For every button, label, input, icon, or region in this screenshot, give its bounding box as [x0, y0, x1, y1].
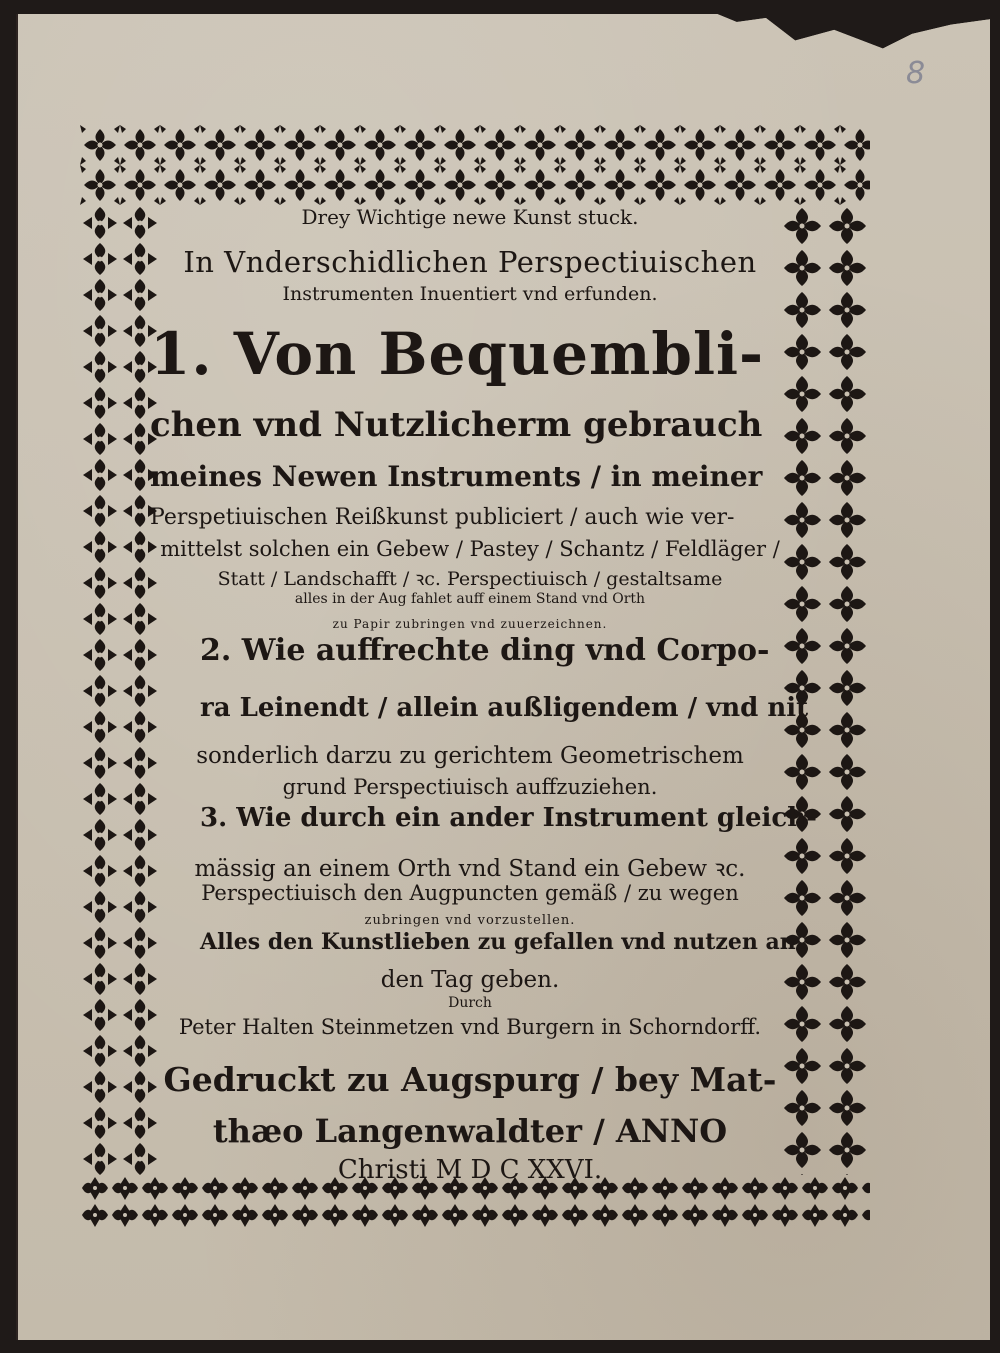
- fleuron-column-left: [80, 205, 160, 1175]
- imprint-line-2: thæo Langenwaldter / ANNO: [212, 1112, 728, 1150]
- author-line: Peter Halten Steinmetzen vnd Burgern in Schorndorff.: [178, 1015, 762, 1039]
- fleuron-column-right: [780, 205, 870, 1175]
- heading-line-1: Drey Wichtige newe Kunst stuck.: [301, 205, 639, 229]
- section-2-line-4: grund Perspectiuisch auffzuziehen.: [282, 775, 658, 799]
- byline-durch: Durch: [448, 995, 492, 1011]
- section-1-line-3: meines Newen Instruments / in meiner: [150, 460, 763, 493]
- imprint-line-1: Gedruckt zu Augspurg / bey Mat-: [163, 1060, 777, 1099]
- section-2-line-3: sonderlich darzu zu gerichtem Geometrischem: [196, 743, 744, 769]
- imprint-block: [160, 1060, 780, 1185]
- section-1-line-4: Perspetiuischen Reißkunst publiciert / auch wie ver-: [150, 505, 735, 530]
- folio-pencil-number: 8: [906, 56, 926, 91]
- section-1-line-6: Statt / Landschafft / ꝛc. Perspectiuisch / gestaltsame: [217, 568, 723, 590]
- section-1-line-8: zu Papir zubringen vnd zuuerzeichnen.: [332, 617, 608, 631]
- section-2-line-2: ra Leinendt / allein außligendem / vnd nit: [200, 693, 809, 723]
- border-top-band: [80, 125, 870, 205]
- section-1-title: 1. Von Bequembli-: [150, 320, 765, 388]
- section-2-title: 2. Wie auffrechte ding vnd Corpo-: [200, 633, 770, 668]
- section-3-line-2: mässig an einem Orth vnd Stand ein Gebew ꝛc.: [194, 856, 746, 882]
- border-right-band: [780, 205, 870, 1175]
- section-1-line-7: alles in der Aug fahlet auff einem Stand vnd Orth: [294, 591, 646, 607]
- section-1-line-5: mittelst solchen ein Gebew / Pastey / Schantz / Feldläger /: [160, 537, 780, 561]
- heading-line-3: Instrumenten Inuentiert vnd erfunden.: [282, 283, 658, 305]
- section-3-title: 3. Wie durch ein ander Instrument gleich-: [200, 803, 817, 833]
- section-1-line-2: chen vnd Nutzlicherm gebrauch: [150, 405, 763, 445]
- imprint-date: Christi M D C XXVI.: [337, 1155, 603, 1185]
- fleuron-row-top: [80, 125, 870, 205]
- dedication-line-2: den Tag geben.: [380, 967, 560, 993]
- section-3-line-3: Perspectiuisch den Augpuncten gemäß / zu wegen: [201, 881, 739, 905]
- section-3-line-4: zubringen vnd vorzustellen.: [364, 913, 576, 928]
- title-text-block: [150, 205, 817, 1050]
- heading-line-2: In Vnderschidlichen Perspectiuischen: [183, 245, 757, 279]
- border-left-band: [80, 205, 160, 1175]
- dedication-line-1: Alles den Kunstlieben zu gefallen vnd nutzen an: [200, 929, 796, 955]
